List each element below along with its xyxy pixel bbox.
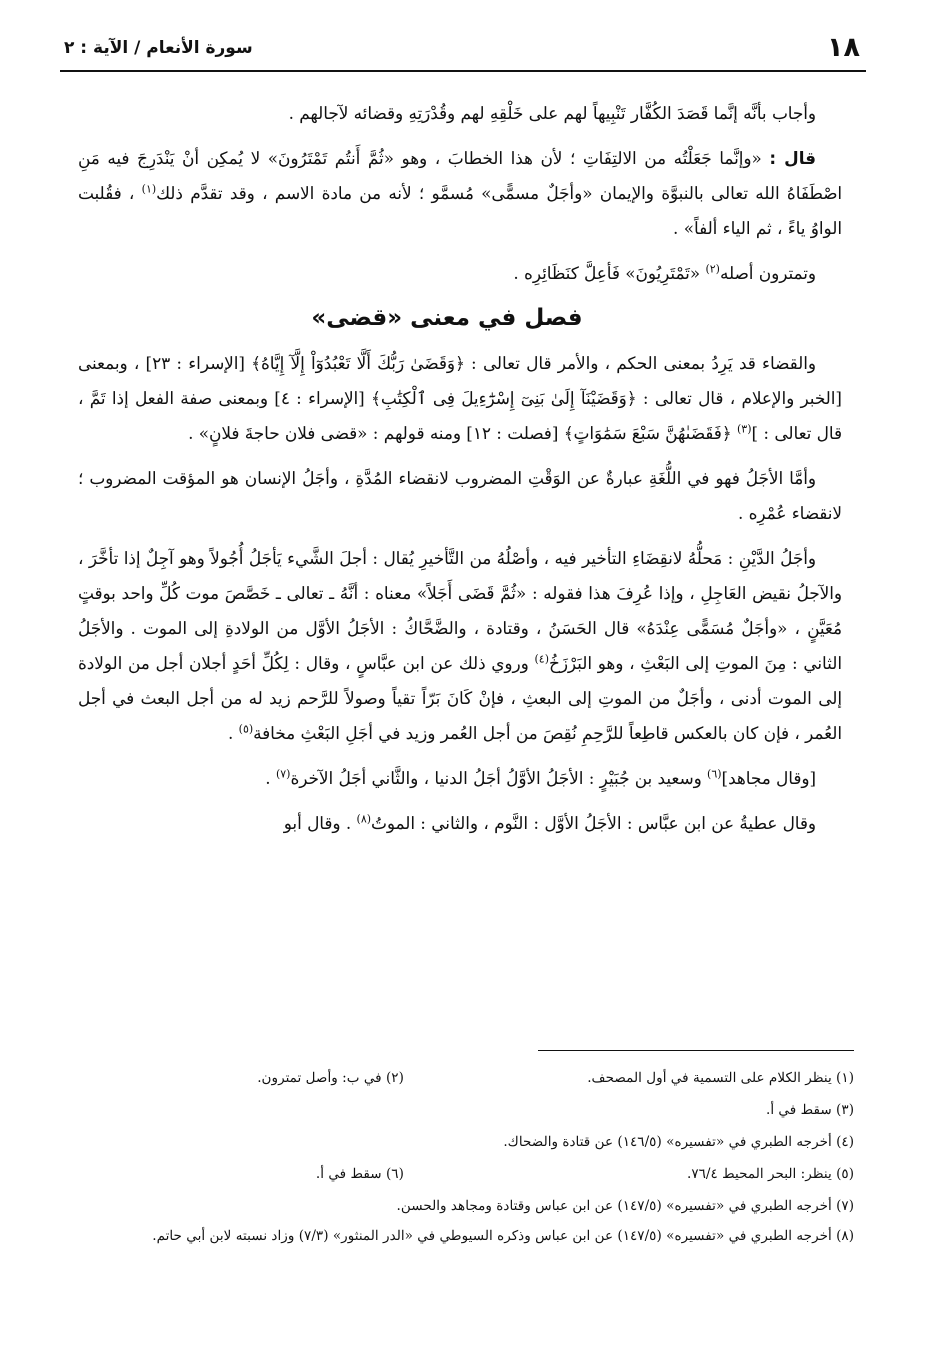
page-number: ١٨ <box>827 32 860 63</box>
footnote-2: (٢) في ب: وأصل تمترون. <box>257 1070 404 1086</box>
footnote-row-5-6 <box>78 1158 854 1190</box>
footnote-ref-7: (٧) <box>275 767 291 781</box>
paragraph-1: وأجاب بأنَّه إنَّما قَصَدَ الكُفَّار تَنْبِيهاً لهم على خَلْقِهِ لهم وقُدْرَتِهِ وقضائه لآجالهم . <box>288 103 816 123</box>
paragraph-4: والقضاء قد يَرِدُ بمعنى الحكم ، والأمر قال تعالى : ﴿وَقَضَىٰ رَبُّكَ أَلَّا تَعْبُدُوٓاْ إِلَّآ إِيَّاهُ﴾ [الإسراء : ٢٣] ، وبمعنى [الخبر والإعلام ، قال تعالى : ﴿وَقَضَيْنَآ إِلَىٰ بَنِىٓ إِسْرَٰٓءِيلَ فِى ٱلْكِتَٰبِ﴾ [الإسراء : ٤] وبمعنى صفة الفعل إذا تَمَّ ، قال تعالى : ]$^{(٣)}$ ﴿فَقَضَىٰهُنَّ سَبْعَ سَمَٰوَاتٍ﴾ [فصلت : ١٢] ومنه قولهم : «قضى فلان حاجةَ فلانٍ» . <box>78 353 842 443</box>
paragraph-2: قال : «وإنَّما جَعَلْتُه من الالتِفَاتِ ؛ لأن هذا الخطابَ ، وهو «ثُمَّ أَنتُم تَمْتَرُونَ» لا يُمكِن أنْ يَنْدَرِجَ فيه مَنِ اصْطَفَاهُ الله تعالى بالنبوَّة والإيمان «وأجَلٌ مسمًّى» مُسمَّو ؛ لأنه من مادة الاسم ، وقد تقدَّم ذلك$^{(١)}$ ، فقُلبت الواوُ ياءً ، ثم الياء ألفاً» . <box>78 148 842 238</box>
footnote-4: (٤) أخرجه الطبري في «تفسيره» (١٤٦/٥) عن قتادة والضحاك. <box>503 1134 854 1150</box>
paragraph-3: وتمترون أصله$^{(٢)}$ «تَمْتَرِيُونَ» فَأعِلَّ كنَظَائِرِه . <box>513 262 816 283</box>
footnote-ref-3: (٣) <box>736 422 752 436</box>
footnote-divider <box>538 1050 854 1051</box>
page-header <box>60 26 866 72</box>
footnote-1: (١) ينظر الكلام على التسمية في أول المصحف. <box>587 1070 854 1086</box>
running-head: سورة الأنعام / الآية : ٢ <box>64 38 253 58</box>
footnote-row-1-2 <box>78 1062 854 1094</box>
footnote-3: (٣) سقط في أ. <box>766 1102 854 1118</box>
paragraph-7: [وقال مجاهد]$^{(٦)}$ وسعيد بن جُبَيْرٍ : الأجَلُ الأوَّلُ أجَلُ الدنيا ، والثَّاني أجَلُ الآخرة$^{(٧)}$ . <box>265 767 816 788</box>
footnote-ref-8: (٨) <box>356 812 372 826</box>
main-text <box>78 96 842 851</box>
footnote-ref-2: (٢) <box>705 262 720 276</box>
paragraph-5: وأمَّا الأجَلُ فهو في اللُّغَةِ عبارةٌ عن الوَقْتِ المضروب لانقضاء المُدَّةِ ، وأجَلُ الإنسان هو المؤقت المضروب ؛ لانقضاء عُمْرِه . <box>78 468 842 523</box>
footnotes <box>78 1062 854 1250</box>
footnote-ref-4: (٤) <box>534 652 549 666</box>
footnote-7: (٧) أخرجه الطبري في «تفسيره» (١٤٧/٥) عن ابن عباس وقتادة ومجاهد والحسن. <box>396 1198 854 1214</box>
section-title: فصل في معنى «قضى» <box>311 305 583 331</box>
paragraph-6: وأجَلُ الدَّيْنِ : مَحلُّهُ لانقِضَاءِ التأخير فيه ، وأصْلُهُ من التَّأخيرِ يُقال : أجلَ الشَّيء يَأجَلُ أُجُولاً وهو آجِلٌ إذا تأخَّرَ ، والآجلُ نقيض العَاجِلِ ، وإذا عُرِفَ هذا فقوله : «ثُمَّ قَضَى أَجَلاً» معناه : أنَّهُ ـ تعالى ـ خَصَّصَ موت كُلِّ واحد بوقتٍ مُعَيَّنٍ ، «وأجَلٌ مُسَمًّى عِنْدَهُ» قال الحَسَنُ ، وقتادة ، والضَّحَّاكُ : الأجَلُ الأوَّل من الولادةِ إلى الموت . والأجَلُ الثاني : مِنَ الموتِ إلى البَعْثِ ، وهو البَرْزَخُ$^{(٤)}$ وروي ذلك عن ابن عبَّاسٍ ، وقال : لِكُلِّ أحَدٍ أجلان أجل من الولادة إلى الموت أدنى ، وأجَلٌ من الموتِ إلى البعثِ ، فإنْ كَانَ بَرّاً تقياً وصولاً للرَّحم زيد له من أجل البعث في أجل العُمر ، فإن كان بالعكس قاطِعاً للرَّحِمِ نُقِصَ من أجل العُمر وزيد في أجَلِ البَعْثِ مخافة$^{(٥)}$ . <box>78 548 842 743</box>
footnote-ref-6: (٦) <box>707 767 722 781</box>
footnote-6: (٦) سقط في أ. <box>315 1166 404 1182</box>
footnote-8: (٨) أخرجه الطبري في «تفسيره» (١٤٧/٥) عن ابن عباس وذكره السيوطي في «الدر المنثور» (٧/٣) وزاد نسبته لابن أبي حاتم. <box>152 1228 854 1244</box>
footnote-5: (٥) ينظر: البحر المحيط ٧٦/٤. <box>687 1166 854 1182</box>
footnote-ref-5: (٥) <box>238 722 254 736</box>
qala-label: قال : <box>769 148 817 168</box>
paragraph-8: وقال عطيةُ عن ابن عبَّاس : الأجَلُ الأوَّل : النَّوم ، والثاني : الموتُ$^{(٨)}$ . وقال أبو <box>283 812 816 833</box>
footnote-ref-1: (١) <box>141 182 157 196</box>
